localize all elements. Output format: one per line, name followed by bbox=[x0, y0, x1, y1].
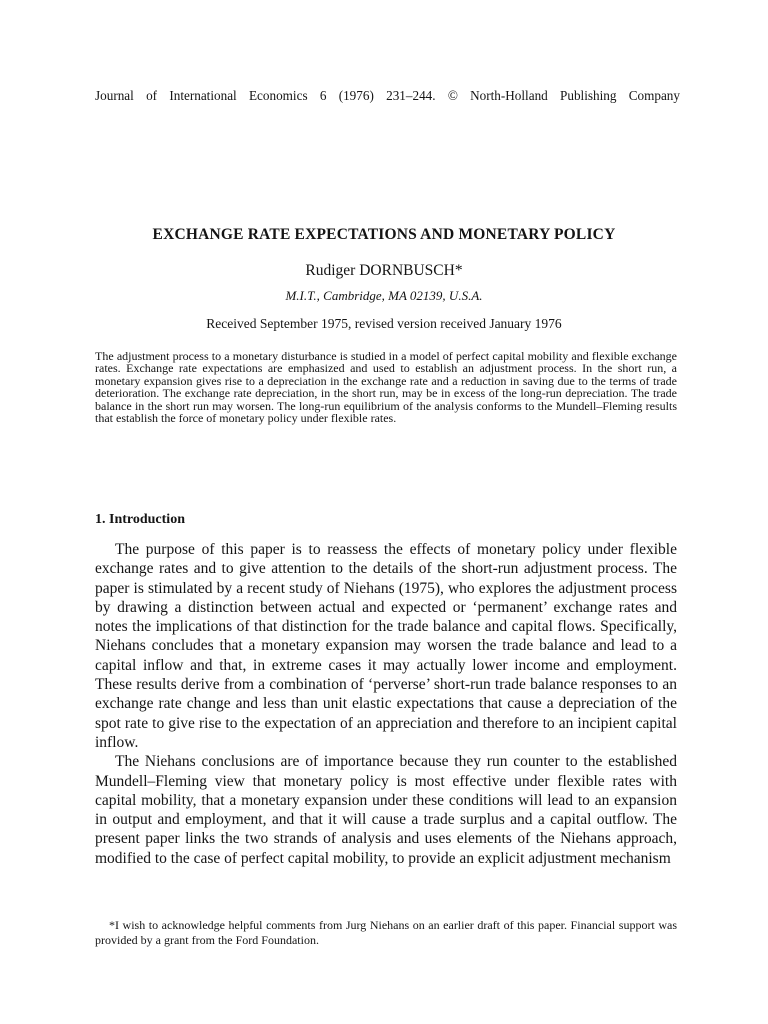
footnote: *I wish to acknowledge helpful comments from Jurg Niehans on an earlier draft of this paper. Financial support was provided by a grant from the Ford Foundation. bbox=[95, 918, 677, 947]
section-heading: 1. Introduction bbox=[95, 512, 185, 527]
paragraph: The purpose of this paper is to reassess the effects of monetary policy under flexible exchange rates and to give attention to the details of the short-run adjustment process. The paper is stimulated by a recent study of Niehans (1975), who explores the adjustment process by drawing a distinction between actual and expected or ‘permanent’ exchange rates and notes the implications of that distinction for the trade balance and capital flows. Specifically, Niehans concludes that a monetary expansion may worsen the trade balance and lead to a capital inflow and that, in extreme cases it may actually lower income and employment. These results derive from a combination of ‘perverse’ short-run trade balance responses to an exchange rate change and less than unit elastic expectations that cause a depreciation of the spot rate to give rise to the expectation of an appreciation and therefore to an incipient capital inflow. bbox=[95, 541, 677, 751]
article-title: EXCHANGE RATE EXPECTATIONS AND MONETARY POLICY bbox=[152, 226, 616, 243]
paragraph: The Niehans conclusions are of importance because they run counter to the established Mundell–Fleming view that monetary policy is most effective under flexible rates with capital mobility, that a monetary expansion under these conditions will lead to an expansion in output and employment, and that it will cause a trade surplus and a capital outflow. The present paper links the two strands of analysis and uses elements of the Niehans approach, modified to the case of perfect capital mobility, to provide an explicit adjustment mechanism bbox=[95, 753, 677, 867]
author-affiliation: M.I.T., Cambridge, MA 02139, U.S.A. bbox=[285, 288, 483, 303]
abstract: The adjustment process to a monetary disturbance is studied in a model of perfect capital mobility and flexible exchange rates. Exchange rate expectations are emphasized and used to establish an adjustment process. In the short run, a monetary expansion gives rise to a depreciation in the exchange rate and a reduction in saving due to the terms of trade deterioration. The exchange rate depreciation, in the short run, may be in excess of the long-run depreciation. The trade balance in the short run may worsen. The long-run equilibrium of the analysis conforms to the Mundell–Fleming results that establish the force of monetary policy under flexible rates. bbox=[95, 349, 677, 426]
author-name: Rudiger DORNBUSCH* bbox=[305, 262, 463, 279]
journal-header: Journal of International Economics 6 (1976) 231–244. © North-Holland Publishing Company bbox=[95, 88, 680, 103]
received-dates: Received September 1975, revised version received January 1976 bbox=[206, 316, 562, 331]
section-body bbox=[95, 540, 677, 868]
